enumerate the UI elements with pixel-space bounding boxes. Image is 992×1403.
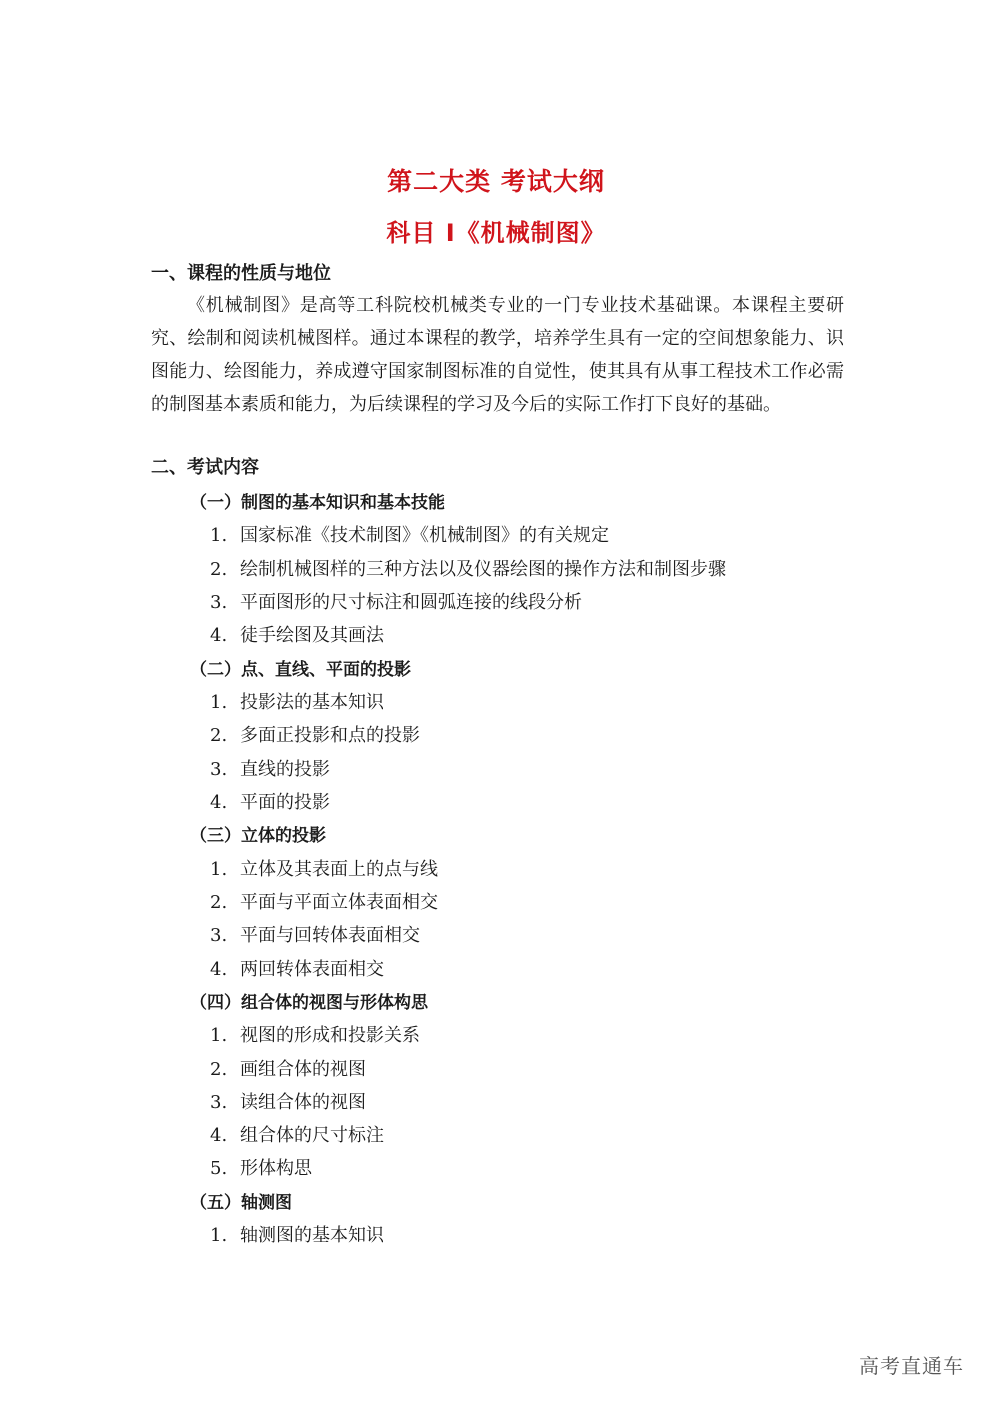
item-text: 两回转体表面相交 (240, 959, 384, 980)
list-item (210, 791, 330, 815)
subsection-heading: （一）制图的基本知识和基本技能 (190, 493, 445, 513)
item-text: 平面图形的尺寸标注和圆弧连接的线段分析 (240, 592, 582, 613)
watermark: 高考直通车 (859, 1354, 964, 1378)
item-text: 轴测图的基本知识 (240, 1225, 384, 1246)
document-title: 第二大类 考试大纲 (387, 167, 605, 196)
subsection-heading: （五）轴测图 (190, 1193, 292, 1213)
list-item (210, 758, 330, 782)
list-item (210, 1058, 366, 1082)
item-number: 3. (210, 759, 228, 780)
item-number: 1. (210, 859, 228, 880)
item-text: 平面与回转体表面相交 (240, 925, 420, 946)
subsection-heading: （三）立体的投影 (190, 826, 326, 846)
item-text: 画组合体的视图 (240, 1059, 366, 1080)
item-text: 直线的投影 (240, 759, 330, 780)
list-item (210, 858, 438, 882)
item-text: 立体及其表面上的点与线 (240, 859, 438, 880)
item-number: 1. (210, 525, 228, 546)
item-number: 4. (210, 625, 228, 646)
list-item (210, 591, 582, 615)
list-item (210, 1024, 420, 1048)
list-item (210, 558, 726, 582)
section-paragraph: 《机械制图》是高等工科院校机械类专业的一门专业技术基础课。本课程主要研究、绘制和阅读机械图样。通过本课程的教学，培养学生具有一定的空间想象能力、识图能力、绘图能力，养成遵守国家制图标准的自觉性，使其具有从事工程技术工作必需的制图基本素质和能力，为后续课程的学习及今后的实际工作打下良好的基础。 (151, 295, 844, 415)
item-number: 1. (210, 1025, 228, 1046)
list-item (210, 891, 438, 915)
item-number: 4. (210, 1125, 228, 1146)
item-text: 多面正投影和点的投影 (240, 725, 420, 746)
item-number: 5. (210, 1158, 228, 1179)
item-text: 投影法的基本知识 (240, 692, 384, 713)
list-item (210, 691, 384, 715)
item-text: 形体构思 (240, 1158, 312, 1179)
section-heading: 二、考试内容 (151, 457, 259, 478)
list-item (210, 624, 384, 648)
section-heading: 一、课程的性质与地位 (151, 263, 331, 284)
item-number: 2. (210, 559, 228, 580)
item-text: 读组合体的视图 (240, 1092, 366, 1113)
subsection-heading: （四）组合体的视图与形体构思 (190, 993, 428, 1013)
subsection-heading: （二）点、直线、平面的投影 (190, 660, 411, 680)
item-text: 组合体的尺寸标注 (240, 1125, 384, 1146)
item-text: 绘制机械图样的三种方法以及仪器绘图的操作方法和制图步骤 (240, 559, 726, 580)
list-item (210, 924, 420, 948)
list-item (210, 958, 384, 982)
item-number: 3. (210, 592, 228, 613)
item-number: 4. (210, 959, 228, 980)
item-text: 视图的形成和投影关系 (240, 1025, 420, 1046)
item-text: 徒手绘图及其画法 (240, 625, 384, 646)
subject-title: 科目 I《机械制图》 (386, 219, 606, 247)
item-number: 1. (210, 1225, 228, 1246)
list-item (210, 1091, 366, 1115)
item-number: 4. (210, 792, 228, 813)
item-text: 平面与平面立体表面相交 (240, 892, 438, 913)
item-number: 3. (210, 925, 228, 946)
item-text: 平面的投影 (240, 792, 330, 813)
item-number: 1. (210, 692, 228, 713)
item-number: 2. (210, 892, 228, 913)
item-text: 国家标准《技术制图》《机械制图》的有关规定 (240, 525, 609, 546)
list-item (210, 524, 609, 548)
list-item (210, 724, 420, 748)
item-number: 2. (210, 725, 228, 746)
item-number: 2. (210, 1059, 228, 1080)
list-item (210, 1157, 312, 1181)
list-item (210, 1124, 384, 1148)
list-item (210, 1224, 384, 1248)
item-number: 3. (210, 1092, 228, 1113)
